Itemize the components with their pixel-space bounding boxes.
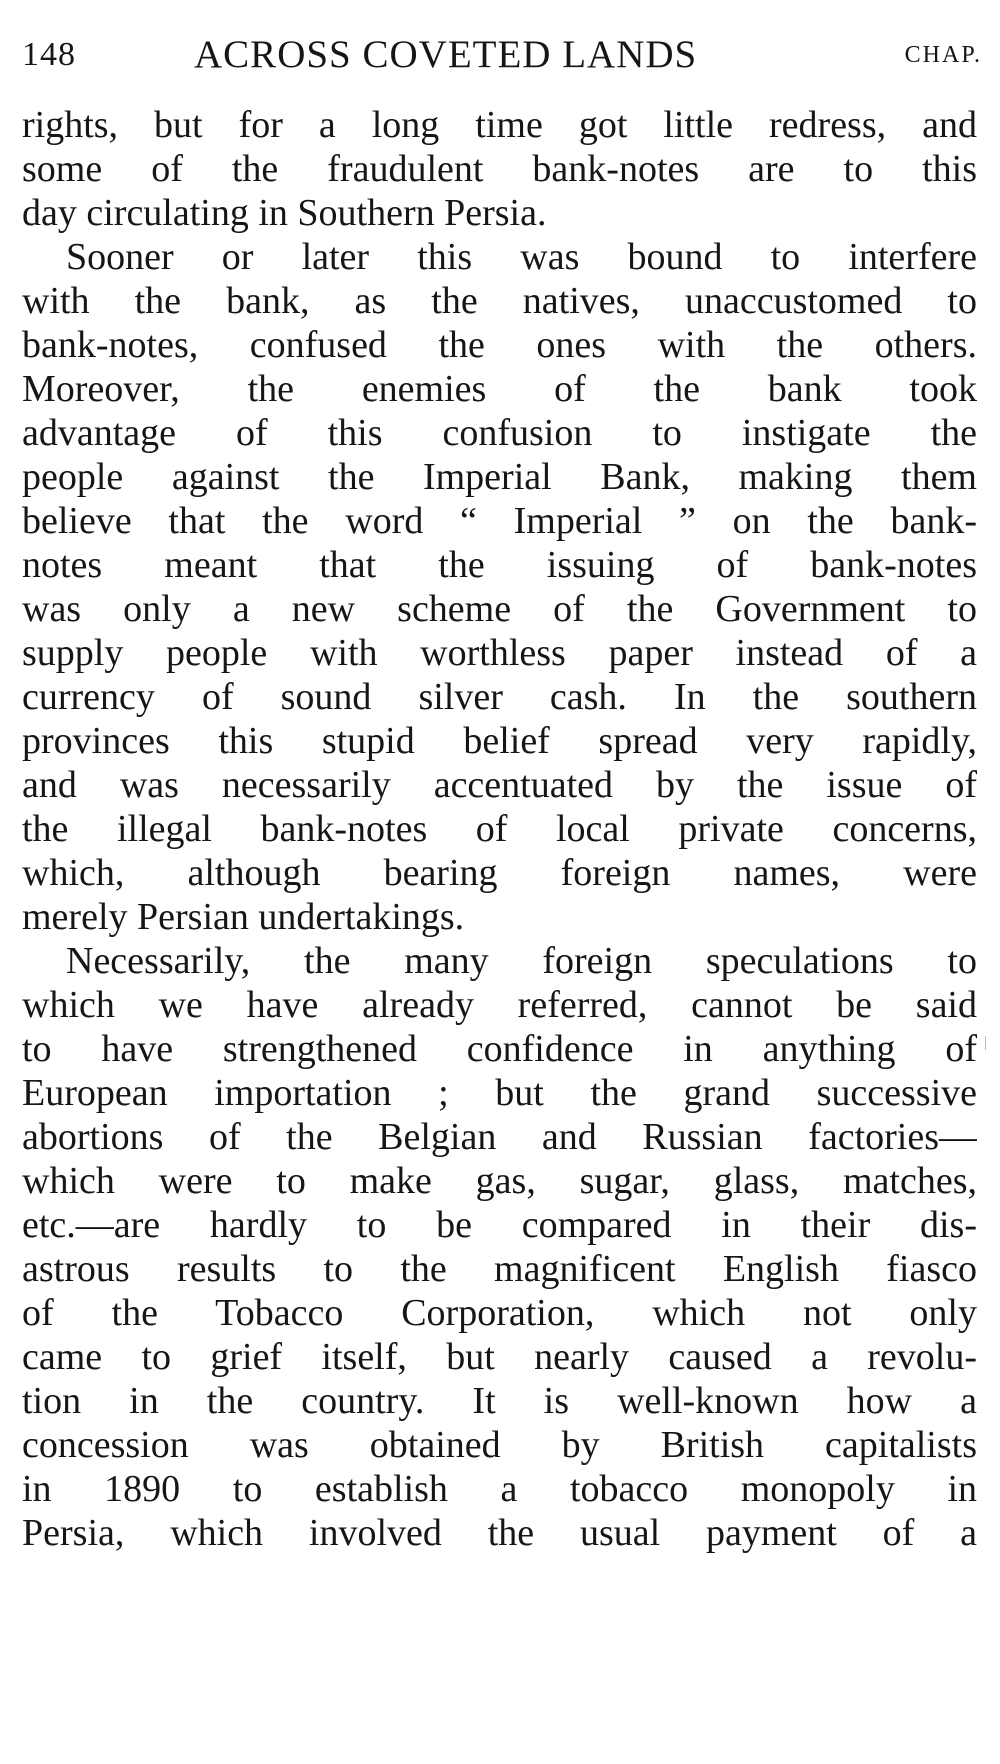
text-line: tion in the country. It is well-known how a [22, 1380, 977, 1422]
text-line: came to grief itself, but nearly caused a revolu- [22, 1336, 977, 1378]
text-line: to have strengthened confidence in anything of [22, 1028, 977, 1070]
text-line: supply people with worthless paper instead of a [22, 632, 977, 674]
running-head [22, 30, 982, 80]
paragraph-first-line: Necessarily, the many foreign speculations to [66, 940, 977, 982]
text-line: of the Tobacco Corporation, which not only [22, 1292, 977, 1334]
text-line: rights, but for a long time got little redress, and [22, 104, 977, 146]
text-line: some of the fraudulent bank-notes are to this [22, 148, 977, 190]
chapter-label: CHAP. [904, 42, 982, 68]
text-line: and was necessarily accentuated by the issue of [22, 764, 977, 806]
scan-edge-mark [985, 1036, 986, 1050]
text-line: which were to make gas, sugar, glass, matches, [22, 1160, 977, 1202]
body-text [22, 103, 977, 1555]
text-line: Persia, which involved the usual payment of a [22, 1512, 977, 1554]
text-line: people against the Imperial Bank, making them [22, 456, 977, 498]
text-line: notes meant that the issuing of bank-notes [22, 544, 977, 586]
text-line: with the bank, as the natives, unaccustomed to [22, 280, 977, 322]
page-number: 148 [22, 36, 76, 73]
text-line: was only a new scheme of the Government to [22, 588, 977, 630]
text-line: Moreover, the enemies of the bank took [22, 368, 977, 410]
book-title: ACROSS COVETED LANDS [194, 33, 698, 76]
text-line: provinces this stupid belief spread very rapidly, [22, 720, 977, 762]
text-line: advantage of this confusion to instigate the [22, 412, 977, 454]
text-line: merely Persian undertakings. [22, 896, 465, 938]
text-line: concession was obtained by British capitalists [22, 1424, 977, 1466]
text-line: currency of sound silver cash. In the southern [22, 676, 977, 718]
text-line: which we have already referred, cannot be said [22, 984, 977, 1026]
text-line: believe that the word “ Imperial ” on the bank- [22, 500, 977, 542]
text-line: astrous results to the magnificent English fiasco [22, 1248, 977, 1290]
text-line: the illegal bank-notes of local private concerns, [22, 808, 977, 850]
text-line: etc.—are hardly to be compared in their dis- [22, 1204, 977, 1246]
text-line: abortions of the Belgian and Russian factories— [22, 1116, 977, 1158]
text-line: in 1890 to establish a tobacco monopoly in [22, 1468, 977, 1510]
text-line: bank-notes, confused the ones with the others. [22, 324, 977, 366]
text-line: day circulating in Southern Persia. [22, 192, 547, 234]
text-line: which, although bearing foreign names, were [22, 852, 977, 894]
paragraph-first-line: Sooner or later this was bound to interfere [66, 236, 977, 278]
text-line: European importation ; but the grand successive [22, 1072, 977, 1114]
